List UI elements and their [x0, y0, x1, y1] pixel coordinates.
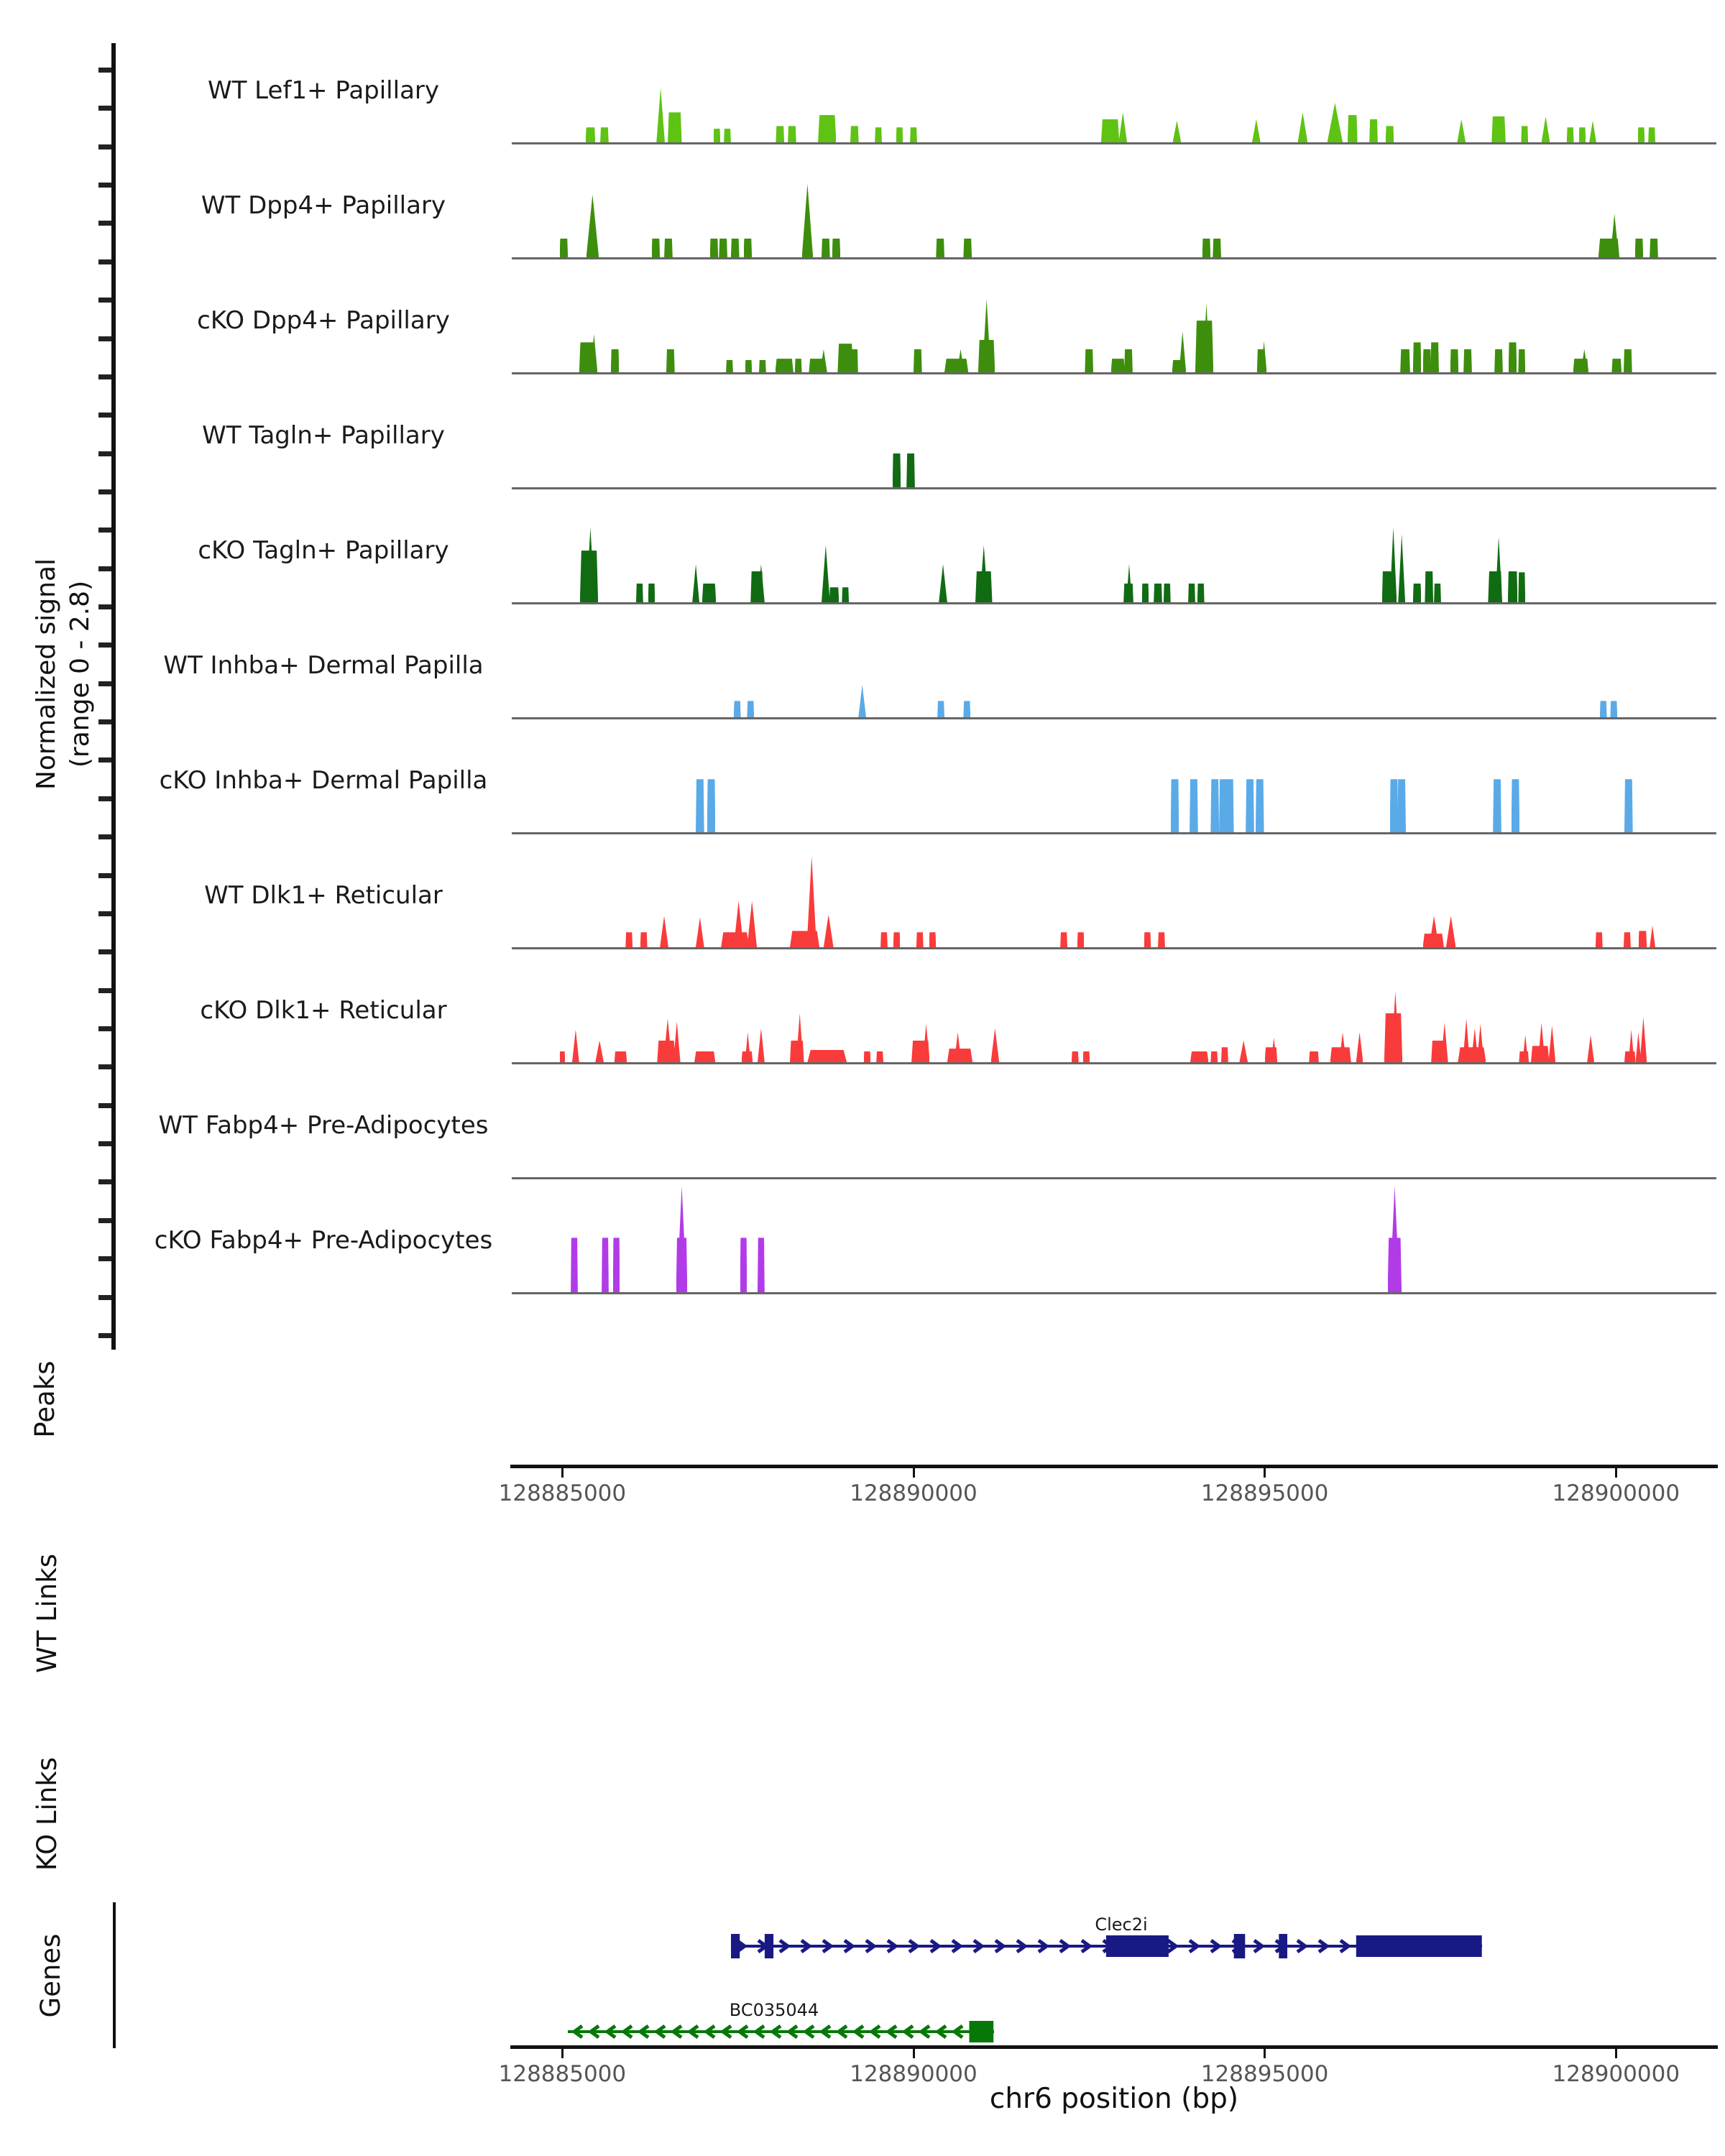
- signal-peak: [916, 932, 924, 947]
- signal-peak: [1425, 571, 1433, 603]
- signal-peak: [1589, 121, 1596, 142]
- signal-peak: [876, 1051, 883, 1062]
- signal-peak: [824, 915, 834, 947]
- signal-peak: [1398, 534, 1405, 602]
- y-axis-tick: [98, 566, 111, 571]
- section-label-peaks: Peaks: [29, 1360, 60, 1438]
- signal-area: [512, 1069, 1716, 1177]
- signal-peak: [1429, 916, 1439, 948]
- signal-peak: [714, 129, 721, 142]
- signal-peak: [1600, 701, 1607, 717]
- gene-exon: [731, 1934, 740, 1958]
- signal-peak: [1197, 584, 1205, 603]
- signal-peak: [636, 584, 643, 603]
- signal-peak: [1648, 127, 1655, 142]
- signal-peak: [850, 126, 859, 142]
- y-axis-tick: [98, 949, 111, 954]
- track-label: cKO Fabp4+ Pre-Adipocytes: [154, 1226, 493, 1255]
- section-label-ko-links: KO Links: [31, 1756, 63, 1871]
- signal-peak: [807, 1050, 847, 1062]
- signal-peak: [1252, 119, 1261, 142]
- signal-peak: [1154, 584, 1162, 603]
- track-baseline: [512, 257, 1716, 259]
- signal-peak: [1495, 537, 1502, 602]
- track-baseline: [512, 602, 1716, 604]
- signal-area: [512, 1184, 1716, 1292]
- signal-peak: [963, 239, 972, 258]
- signal-peak: [1144, 932, 1151, 947]
- signal-peak: [1158, 932, 1165, 947]
- signal-peak: [1477, 1024, 1484, 1062]
- section-label-genes-wrap: [36, 1868, 65, 2083]
- signal-peak: [673, 1021, 681, 1062]
- signal-peak: [1060, 932, 1067, 947]
- signal-area: [512, 379, 1716, 487]
- signal-peak: [1457, 119, 1466, 142]
- signal-peak: [1508, 571, 1518, 603]
- signal-peak: [586, 195, 599, 257]
- gene-exon: [1234, 1934, 1246, 1958]
- y-axis-tick: [98, 68, 111, 73]
- signal-peak: [788, 126, 796, 142]
- y-axis-tick: [98, 757, 111, 763]
- y-axis-tick: [98, 144, 111, 149]
- signal-peak: [1423, 349, 1432, 372]
- y-axis-tick: [98, 489, 111, 494]
- signal-peak: [822, 239, 830, 258]
- signal-peak: [734, 701, 741, 717]
- track-baseline: [512, 372, 1716, 374]
- axis-tick-label: 128885000: [498, 1480, 627, 1506]
- axis-tick: [1615, 2049, 1617, 2058]
- signal-peak: [1124, 349, 1133, 372]
- signal-peak: [991, 1028, 1000, 1062]
- signal-peak: [1309, 1051, 1319, 1062]
- track-label: WT Fabp4+ Pre-Adipocytes: [158, 1111, 489, 1140]
- signal-peak: [660, 916, 668, 948]
- track-label: cKO Dlk1+ Reticular: [200, 996, 447, 1025]
- signal-peak: [611, 349, 620, 372]
- signal-peak: [560, 1051, 566, 1062]
- signal-peak: [795, 359, 802, 372]
- gene-label-clec2i: Clec2i: [1095, 1915, 1148, 1935]
- signal-peak: [806, 856, 816, 947]
- track-baseline: [512, 832, 1716, 834]
- signal-peak: [747, 901, 757, 947]
- y-axis-tick: [98, 681, 111, 686]
- y-axis-tick: [98, 1295, 111, 1300]
- signal-peak: [666, 349, 675, 372]
- signal-peak: [1188, 584, 1195, 603]
- y-axis-tick: [98, 1333, 111, 1338]
- axis-line: [510, 1465, 1718, 1468]
- signal-peak: [1101, 119, 1119, 142]
- signal-peak: [586, 127, 596, 142]
- signal-peak: [1190, 1051, 1208, 1062]
- y-axis-tick: [98, 528, 111, 533]
- signal-peak: [595, 1041, 604, 1062]
- signal-peak: [1390, 779, 1399, 832]
- signal-peak: [625, 932, 632, 947]
- y-axis-tick: [98, 259, 111, 264]
- signal-area: [512, 34, 1716, 142]
- signal-peak: [1579, 127, 1586, 142]
- signal-area: [512, 149, 1716, 257]
- signal-peak: [744, 239, 753, 258]
- track-label: WT Lef1+ Papillary: [207, 76, 440, 105]
- signal-peak: [724, 129, 731, 142]
- signal-peak: [1328, 103, 1343, 142]
- signal-peak: [615, 1051, 627, 1062]
- signal-peak: [1587, 1035, 1594, 1062]
- signal-peak: [1624, 779, 1633, 832]
- axis-tick: [561, 1468, 564, 1478]
- gene-exon: [1106, 1935, 1169, 1957]
- axis-tick-label: 128890000: [850, 2061, 978, 2087]
- signal-peak: [710, 239, 719, 258]
- signal-peak: [864, 1051, 871, 1062]
- signal-peak: [947, 1049, 972, 1062]
- signal-peak: [1635, 239, 1644, 258]
- y-axis-tick: [98, 1218, 111, 1223]
- genes-y-axis-spine: [113, 1902, 116, 2048]
- axis-tick-label: 128900000: [1552, 1480, 1680, 1506]
- signal-peak: [1639, 931, 1647, 947]
- signal-peak: [1522, 1035, 1528, 1062]
- signal-area: [512, 839, 1716, 947]
- axis-tick: [1264, 1468, 1266, 1478]
- signal-peak: [726, 360, 733, 372]
- signal-peak: [1083, 1051, 1090, 1062]
- signal-peak: [1173, 121, 1182, 142]
- signal-peak: [1190, 779, 1198, 832]
- track-baseline: [512, 1292, 1716, 1294]
- signal-peak: [1390, 528, 1397, 602]
- signal-peak: [1624, 932, 1631, 947]
- track-label: cKO Inhba+ Dermal Papilla: [159, 766, 488, 795]
- signal-peak: [692, 564, 699, 602]
- signal-peak: [696, 779, 704, 832]
- signal-peak: [1638, 127, 1645, 142]
- y-axis-tick: [98, 834, 111, 839]
- y-axis-tick: [98, 336, 111, 341]
- y-axis-tick: [98, 1141, 111, 1146]
- signal-peak: [1548, 1026, 1555, 1062]
- y-axis-title-line1: Normalized signal: [32, 558, 61, 791]
- signal-peak: [1493, 779, 1501, 832]
- signal-peak: [1629, 1030, 1634, 1062]
- signal-peak: [759, 360, 766, 372]
- signal-peak: [1118, 112, 1127, 142]
- signal-peak: [1400, 349, 1410, 372]
- signal-peak: [1298, 112, 1308, 142]
- axis-tick: [1615, 1468, 1617, 1478]
- signal-peak: [1077, 932, 1085, 947]
- signal-peak: [707, 779, 716, 832]
- section-label-wt-links: WT Links: [31, 1554, 63, 1673]
- signal-peak: [1610, 213, 1619, 257]
- signal-area: [512, 954, 1716, 1062]
- signal-peak: [1494, 349, 1503, 372]
- track-baseline: [512, 947, 1716, 949]
- signal-peak: [664, 239, 673, 258]
- signal-peak: [1518, 572, 1525, 602]
- signal-area: [512, 724, 1716, 832]
- signal-peak: [776, 126, 784, 142]
- signal-peak: [796, 1013, 804, 1062]
- y-axis-tick: [98, 988, 111, 993]
- signal-area: [512, 494, 1716, 602]
- signal-peak: [656, 88, 665, 142]
- track-baseline: [512, 1062, 1716, 1064]
- signal-peak: [1221, 1047, 1228, 1062]
- signal-peak: [1471, 1028, 1478, 1062]
- signal-peak: [1413, 342, 1422, 372]
- signal-peak: [694, 1051, 715, 1062]
- axis-tick: [561, 2049, 564, 2058]
- track-label: WT Tagln+ Papillary: [202, 421, 445, 450]
- signal-peak: [560, 239, 569, 258]
- track-baseline: [512, 142, 1716, 144]
- signal-peak: [734, 901, 744, 947]
- signal-peak: [875, 127, 882, 142]
- gene-exon: [970, 2021, 994, 2042]
- signal-peak: [719, 239, 727, 258]
- y-axis-tick: [98, 642, 111, 648]
- signal-peak: [1369, 119, 1378, 142]
- signal-peak: [1640, 1018, 1647, 1063]
- signal-peak: [640, 932, 648, 947]
- signal-peak: [1142, 584, 1149, 603]
- signal-peak: [745, 1032, 751, 1062]
- x-axis-title: chr6 position (bp): [989, 2083, 1239, 2115]
- signal-peak: [1521, 126, 1528, 142]
- signal-peak: [1386, 126, 1394, 142]
- signal-peak: [1596, 932, 1603, 947]
- y-axis-tick: [98, 221, 111, 226]
- section-label-genes: Genes: [34, 1933, 66, 2018]
- signal-peak: [758, 1238, 765, 1292]
- signal-peak: [983, 299, 991, 372]
- axis-tick: [913, 1468, 915, 1478]
- signal-peak: [1179, 331, 1186, 372]
- signal-peak: [1348, 115, 1358, 142]
- signal-peak: [776, 359, 794, 372]
- signal-peak: [822, 545, 830, 603]
- signal-peak: [702, 584, 717, 603]
- y-axis-tick: [98, 106, 111, 111]
- section-label-peaks-wrap: [30, 1291, 59, 1507]
- signal-peak: [1111, 359, 1126, 372]
- signal-peak: [963, 701, 970, 717]
- y-axis-tick: [98, 1103, 111, 1108]
- signal-peak: [818, 115, 836, 142]
- gene-exon: [1279, 1934, 1287, 1958]
- signal-peak: [1650, 926, 1655, 947]
- axis-tick-label: 128890000: [850, 1480, 978, 1506]
- signal-peak: [613, 1238, 620, 1292]
- signal-peak: [1413, 584, 1422, 603]
- signal-peak: [1072, 1051, 1079, 1062]
- signal-peak: [896, 127, 903, 142]
- signal-peak: [1397, 779, 1406, 832]
- y-axis-title-line2: (range 0 - 2.8): [65, 580, 95, 768]
- signal-peak: [1202, 239, 1211, 258]
- track-label: cKO Tagln+ Papillary: [198, 536, 449, 565]
- gene-exon: [1356, 1935, 1482, 1957]
- track-label: WT Inhba+ Dermal Papilla: [163, 651, 484, 680]
- signal-peak: [1164, 584, 1171, 603]
- track-baseline: [512, 1177, 1716, 1179]
- signal-peak: [1434, 584, 1441, 603]
- signal-peak: [1210, 779, 1219, 832]
- signal-peak: [600, 127, 609, 142]
- axis-tick-label: 128895000: [1200, 2061, 1329, 2087]
- section-label-wt-links-wrap: [32, 1506, 61, 1721]
- axis-tick-label: 128885000: [498, 2061, 627, 2087]
- gene-label-bc035044: BC035044: [729, 2000, 819, 2020]
- track-baseline: [512, 487, 1716, 489]
- y-axis-tick: [98, 298, 111, 303]
- signal-peak: [1610, 701, 1617, 717]
- track-baseline: [512, 717, 1716, 719]
- signal-peak: [893, 932, 901, 947]
- signal-peak: [1256, 779, 1264, 832]
- signal-peak: [1512, 779, 1520, 832]
- gene-model-clec2i: [731, 1930, 1482, 1962]
- signal-peak: [652, 239, 661, 258]
- signal-peak: [1518, 349, 1525, 372]
- y-axis-tick: [98, 873, 111, 878]
- axis-tick-label: 128895000: [1200, 1480, 1329, 1506]
- signal-peak: [837, 344, 853, 372]
- signal-peak: [1509, 342, 1517, 372]
- signal-area: [512, 264, 1716, 372]
- signal-peak: [937, 701, 944, 717]
- signal-peak: [571, 1238, 578, 1292]
- signal-peak: [758, 1028, 765, 1062]
- signal-peak: [572, 1030, 579, 1062]
- signal-peak: [1611, 359, 1622, 372]
- y-axis-tick: [98, 604, 111, 609]
- gene-model-bc035044: [568, 2016, 994, 2047]
- signal-peak: [1450, 349, 1459, 372]
- gene-line: [568, 2030, 994, 2033]
- axis-tick: [1264, 2049, 1266, 2058]
- signal-peak: [906, 453, 915, 487]
- signal-peak: [829, 587, 840, 602]
- signal-peak: [1491, 116, 1506, 142]
- signal-peak: [602, 1238, 609, 1292]
- signal-peak: [936, 239, 944, 258]
- y-axis-tick: [98, 796, 111, 801]
- signal-peak: [910, 127, 917, 142]
- y-axis-tick: [98, 719, 111, 724]
- signal-peak: [1239, 1041, 1248, 1062]
- signal-peak: [1246, 779, 1254, 832]
- signal-peak: [802, 184, 814, 257]
- gene-exon: [765, 1934, 773, 1958]
- y-axis-tick: [98, 183, 111, 188]
- track-label: cKO Dpp4+ Papillary: [197, 306, 450, 335]
- signal-peak: [1567, 127, 1574, 142]
- signal-peak: [893, 453, 901, 487]
- y-axis-tick: [98, 1256, 111, 1261]
- signal-peak: [1446, 916, 1456, 948]
- signal-peak: [1650, 239, 1658, 258]
- signal-peak: [696, 917, 704, 947]
- y-axis-tick: [98, 911, 111, 916]
- axis-line: [510, 2045, 1718, 2049]
- y-axis-tick: [98, 1179, 111, 1184]
- signal-peak: [1210, 1051, 1218, 1062]
- y-axis-tick: [98, 1026, 111, 1031]
- axis-tick-label: 128900000: [1552, 2061, 1680, 2087]
- signal-peak: [745, 360, 753, 372]
- signal-peak: [914, 349, 922, 372]
- signal-peak: [1430, 342, 1439, 372]
- y-axis-tick: [98, 374, 111, 379]
- signal-y-axis-spine: [111, 43, 116, 1350]
- signal-peak: [1171, 779, 1179, 832]
- y-axis-title: [29, 459, 98, 890]
- signal-peak: [1225, 779, 1234, 832]
- signal-peak: [1213, 239, 1221, 258]
- track-label: WT Dpp4+ Papillary: [201, 191, 446, 220]
- signal-peak: [1356, 1032, 1363, 1062]
- signal-peak: [1624, 349, 1632, 372]
- axis-tick: [913, 2049, 915, 2058]
- signal-peak: [929, 932, 937, 947]
- signal-peak: [648, 584, 656, 603]
- signal-peak: [851, 349, 858, 372]
- track-label: WT Dlk1+ Reticular: [204, 881, 443, 910]
- signal-peak: [939, 564, 947, 602]
- signal-peak: [842, 587, 849, 602]
- y-axis-tick: [98, 1064, 111, 1069]
- signal-peak: [1542, 116, 1550, 142]
- signal-peak: [1463, 349, 1472, 372]
- signal-peak: [858, 685, 866, 717]
- signal-peak: [740, 1238, 748, 1292]
- signal-area: [512, 609, 1716, 717]
- signal-peak: [944, 359, 968, 372]
- y-axis-tick: [98, 413, 111, 418]
- signal-peak: [747, 701, 754, 717]
- signal-peak: [832, 239, 841, 258]
- y-axis-tick: [98, 451, 111, 456]
- signal-peak: [1085, 349, 1093, 372]
- signal-peak: [731, 239, 740, 258]
- signal-peak: [1538, 1023, 1545, 1062]
- signal-peak: [880, 932, 888, 947]
- signal-peak: [668, 112, 682, 142]
